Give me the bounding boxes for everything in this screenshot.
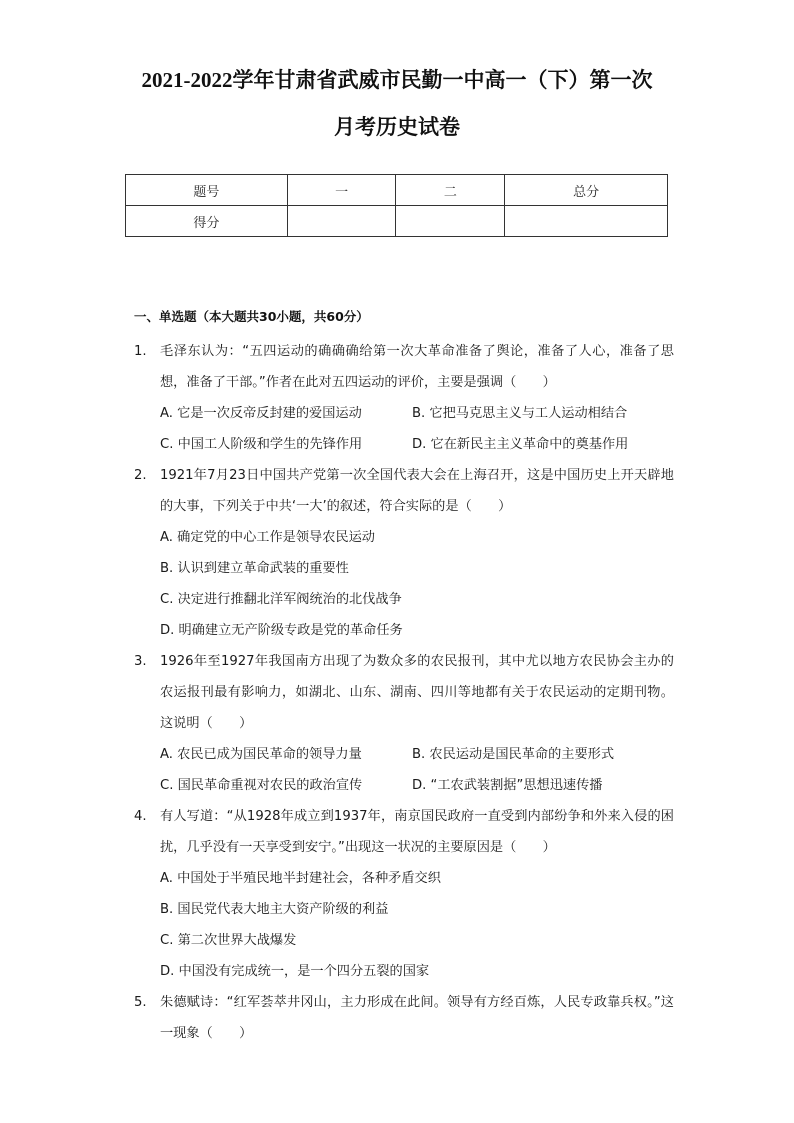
question-number: 4. [134,809,147,824]
option-c[interactable]: C. 国民革命重视对农民的政治宣传 [160,778,363,793]
question-3 [134,646,674,801]
option-c[interactable]: C. 中国工人阶级和学生的先锋作用 [160,437,363,452]
score-table-header-cell: 总分 [505,175,668,206]
question-4 [134,801,674,987]
question-number: 2. [134,468,147,483]
question-stem: 毛泽东认为：“五四运动的确确确给第一次大革命准备了舆论，准备了人心，准备了思想，准备了干部。”作者在此对五四运动的评价，主要是强调（ ） [160,344,674,390]
option-c[interactable]: C. 第二次世界大战爆发 [160,933,297,948]
option-d[interactable]: D. “工农武装割据”思想迅速传播 [412,778,603,793]
question-stem: 有人写道：“从1928年成立到1937年，南京国民政府一直受到内部纷争和外来入侵的困扰，几乎没有一天享受到安宁。”出现这一状况的主要原因是（ ） [160,809,674,855]
score-table-header-row [126,175,668,206]
option-b[interactable]: B. 农民运动是国民革命的主要形式 [412,747,615,762]
question-1 [134,336,674,460]
score-table-score-row [126,206,668,237]
option-d[interactable]: D. 它在新民主主义革命中的奠基作用 [412,437,629,452]
question-number: 3. [134,654,147,669]
question-stem: 1926年至1927年我国南方出现了为数众多的农民报刊，其中尤以地方农民协会主办的农运报刊最有影响力，如湖北、山东、湖南、四川等地都有关于农民运动的定期刊物。这说明（ ） [160,654,674,731]
question-2 [134,460,674,646]
score-cell[interactable] [505,206,668,237]
question-list [134,336,674,1049]
page-title-line-1: 2021-2022学年甘肃省武威市民勤一中高一（下）第一次 [141,68,653,92]
option-d[interactable]: D. 中国没有完成统一，是一个四分五裂的国家 [160,964,430,979]
section-heading: 一、单选题（本大题共30小题，共60分） [134,309,369,324]
score-table-header-cell: 一 [287,175,396,206]
question-5 [134,987,674,1049]
option-group [160,739,674,801]
question-number: 1. [134,344,147,359]
question-number: 5. [134,995,147,1010]
option-a[interactable]: A. 中国处于半殖民地半封建社会，各种矛盾交织 [160,871,441,886]
score-table [125,174,668,237]
score-table-header-cell: 二 [396,175,505,206]
option-a[interactable]: A. 确定党的中心工作是领导农民运动 [160,530,375,545]
score-table-header-cell: 题号 [126,175,288,206]
score-row-label: 得分 [126,206,288,237]
option-b[interactable]: B. 认识到建立革命武装的重要性 [160,561,349,576]
question-stem: 1921年7月23日中国共产党第一次全国代表大会在上海召开，这是中国历史上开天辟地的大事，下列关于中共‘一大’的叙述，符合实际的是（ ） [160,468,674,514]
option-group [160,398,674,460]
option-c[interactable]: C. 决定进行推翻北洋军阀统治的北伐战争 [160,592,402,607]
option-a[interactable]: A. 它是一次反帝反封建的爱国运动 [160,406,362,421]
option-d[interactable]: D. 明确建立无产阶级专政是党的革命任务 [160,623,403,638]
question-stem: 朱德赋诗：“红军荟萃井冈山，主力形成在此间。领导有方经百炼，人民专政靠兵权。”这一现象（ ） [160,995,674,1041]
option-b[interactable]: B. 国民党代表大地主大资产阶级的利益 [160,902,389,917]
page-title-line-2: 月考历史试卷 [334,115,460,139]
score-cell[interactable] [287,206,396,237]
option-a[interactable]: A. 农民已成为国民革命的领导力量 [160,747,362,762]
score-cell[interactable] [396,206,505,237]
option-b[interactable]: B. 它把马克思主义与工人运动相结合 [412,406,628,421]
